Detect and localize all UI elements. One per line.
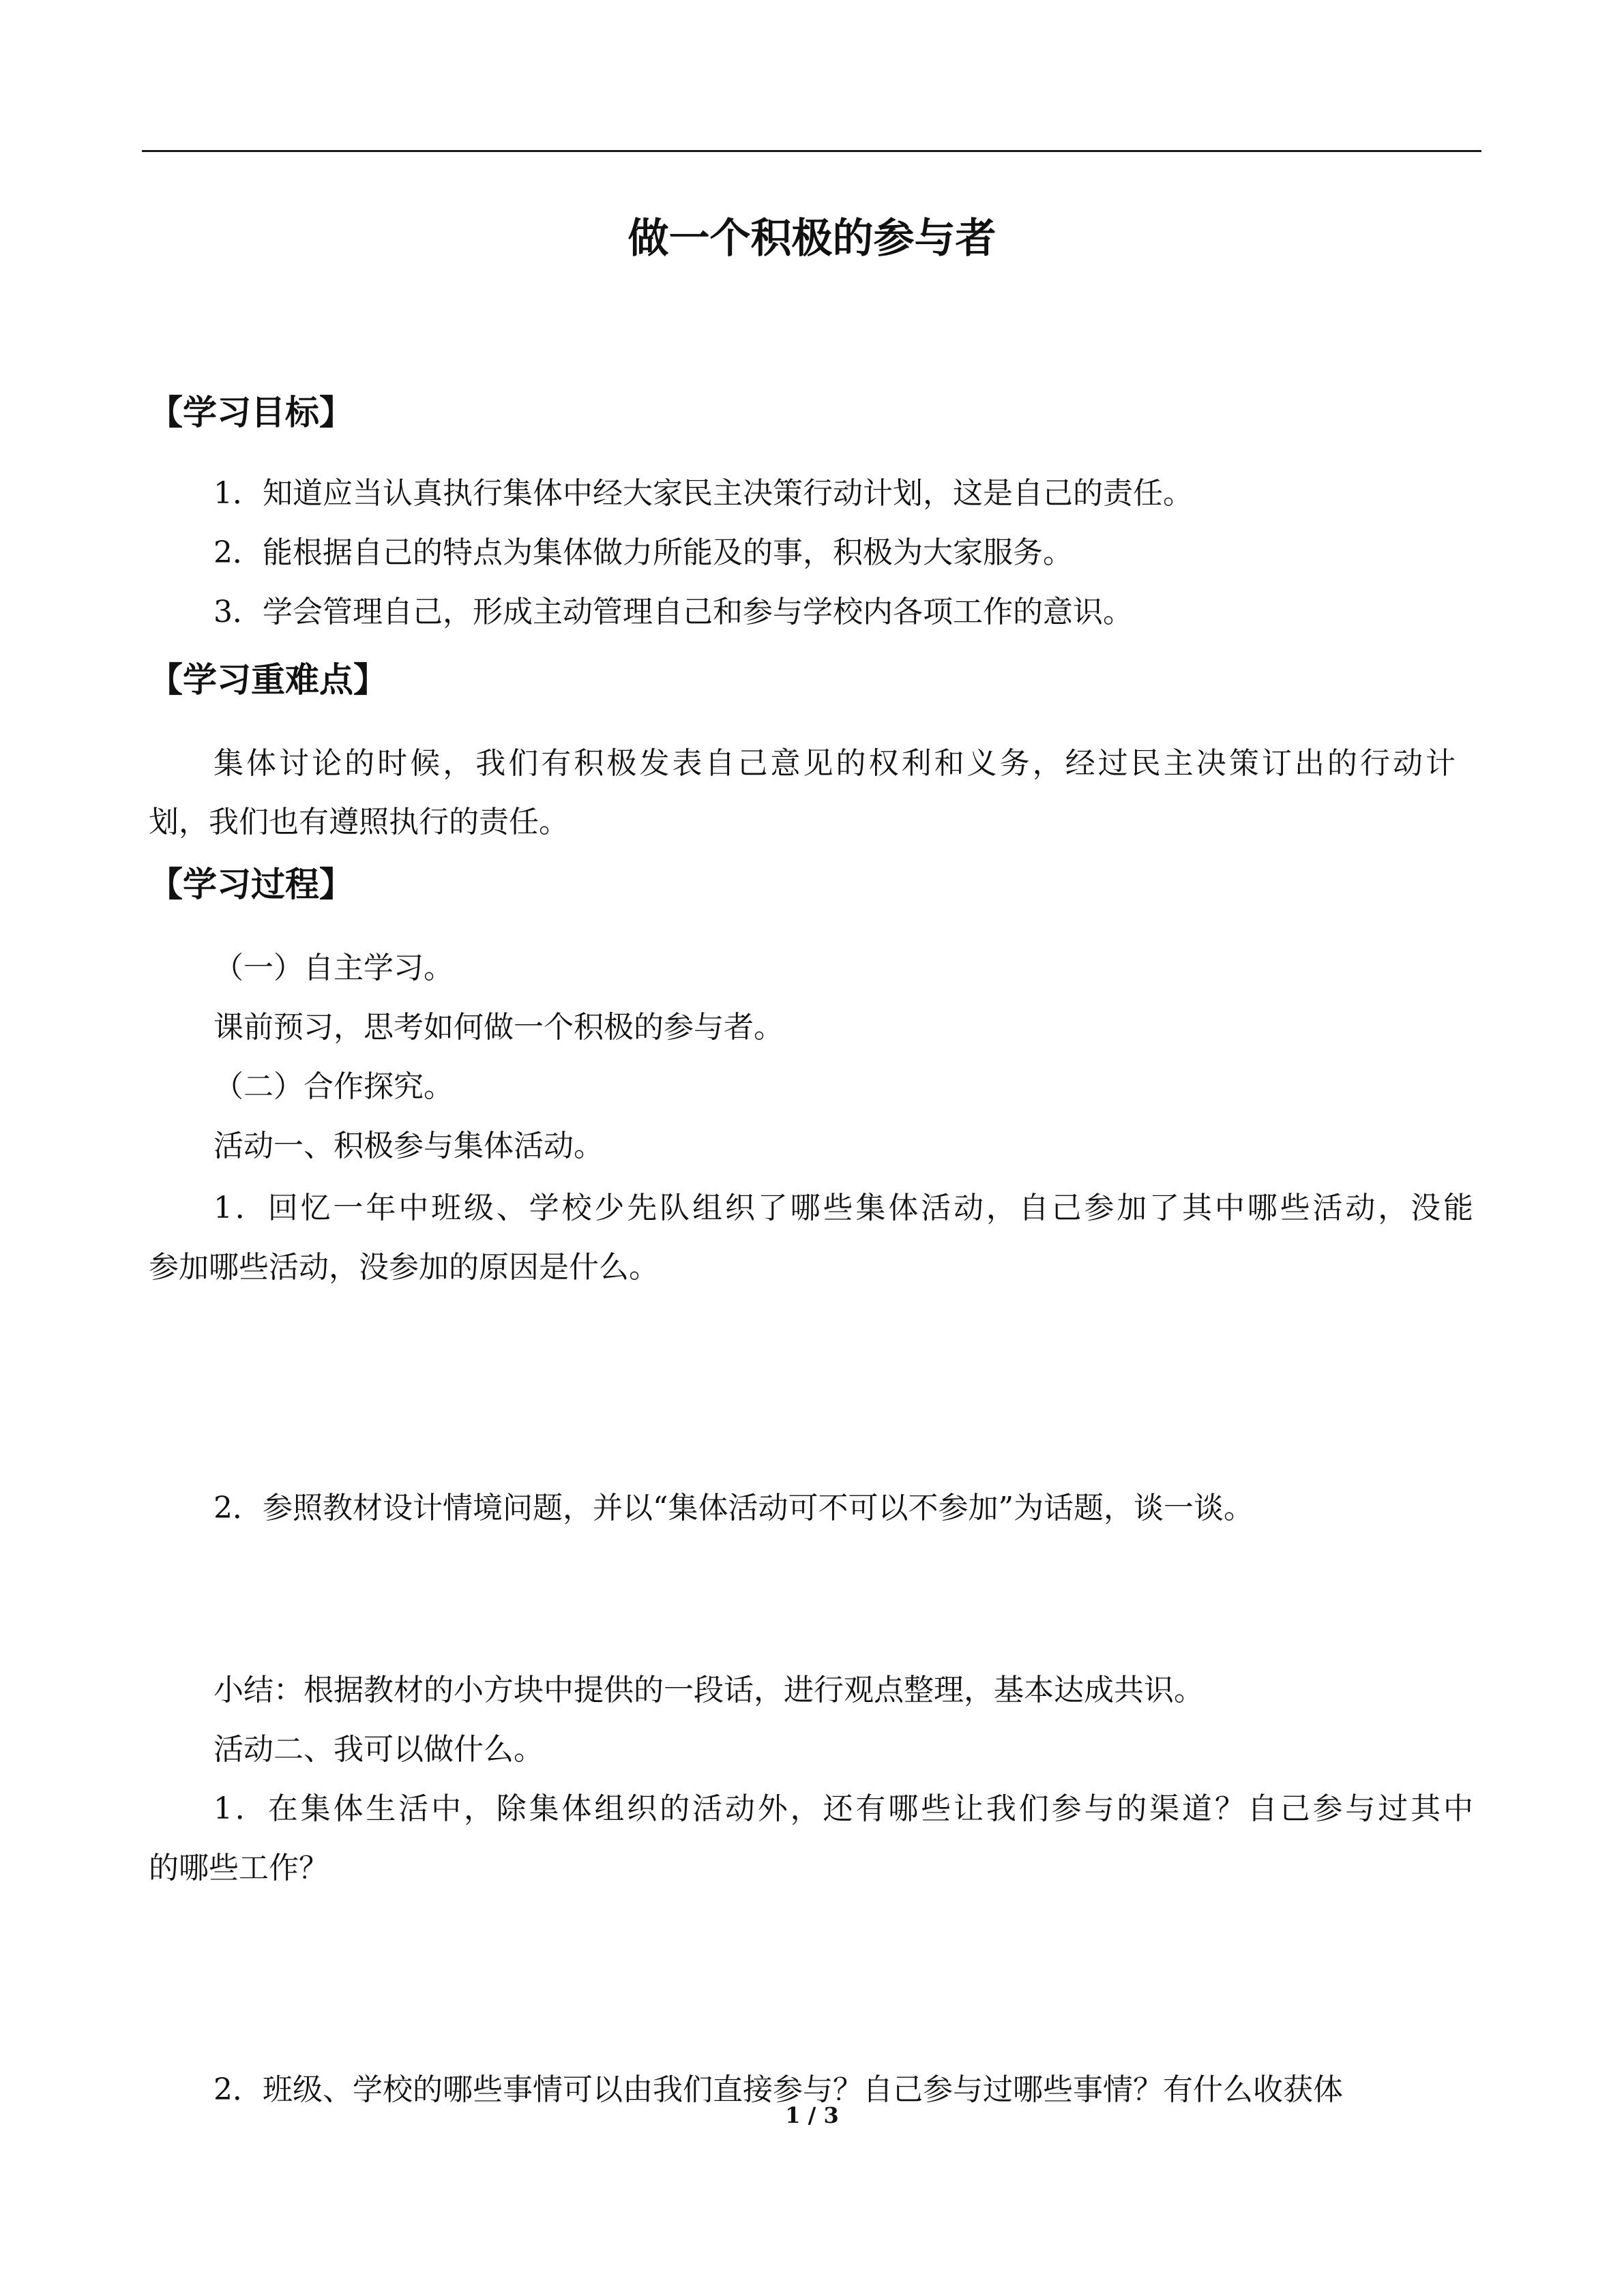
- summary-text: 小结：根据教材的小方块中提供的一段话，进行观点整理，基本达成共识。: [213, 1673, 1204, 1708]
- activity2-title: 活动二、我可以做什么。: [213, 1732, 544, 1767]
- activity2-question1-line1: 1．在集体生活中，除集体组织的活动外，还有哪些让我们参与的渠道？自己参与过其中: [213, 1791, 1473, 1826]
- activity1-title: 活动一、积极参与集体活动。: [213, 1129, 604, 1163]
- activity1-question1-line1: 1．回忆一年中班级、学校少先队组织了哪些集体活动，自己参加了其中哪些活动，没能: [213, 1191, 1473, 1225]
- heading-learning-process: 【学习过程】: [149, 865, 353, 904]
- key-points-line-1: 集体讨论的时候，我们有积极发表自己意见的权利和义务，经过民主决策订出的行动计: [213, 746, 1456, 781]
- goal-item-3: 3．学会管理自己，形成主动管理自己和参与学校内各项工作的意识。: [213, 595, 1133, 629]
- activity2-question1-line2: 的哪些工作？: [149, 1851, 329, 1885]
- key-points-line-2: 划，我们也有遵照执行的责任。: [149, 805, 569, 839]
- goal-item-2: 2．能根据自己的特点为集体做力所能及的事，积极为大家服务。: [213, 535, 1073, 570]
- heading-learning-goals: 【学习目标】: [149, 393, 353, 432]
- activity1-question2: 2．参照教材设计情境问题，并以“集体活动可不可以不参加”为话题，谈一谈。: [213, 1491, 1254, 1525]
- self-study-heading: （一）自主学习。: [213, 951, 454, 985]
- document-title: 做一个积极的参与者: [628, 215, 996, 263]
- goal-item-1: 1．知道应当认真执行集体中经大家民主决策行动计划，这是自己的责任。: [213, 476, 1193, 511]
- header-rule: [142, 150, 1481, 152]
- self-study-text: 课前预习，思考如何做一个积极的参与者。: [213, 1010, 784, 1045]
- activity2-question2: 2．班级、学校的哪些事情可以由我们直接参与？自己参与过哪些事情？有什么收获体: [213, 2072, 1343, 2107]
- heading-key-points: 【学习重难点】: [149, 660, 387, 700]
- coop-heading: （二）合作探究。: [213, 1069, 454, 1104]
- page-number: 1 / 3: [785, 2102, 839, 2128]
- activity1-question1-line2: 参加哪些活动，没参加的原因是什么。: [149, 1250, 659, 1285]
